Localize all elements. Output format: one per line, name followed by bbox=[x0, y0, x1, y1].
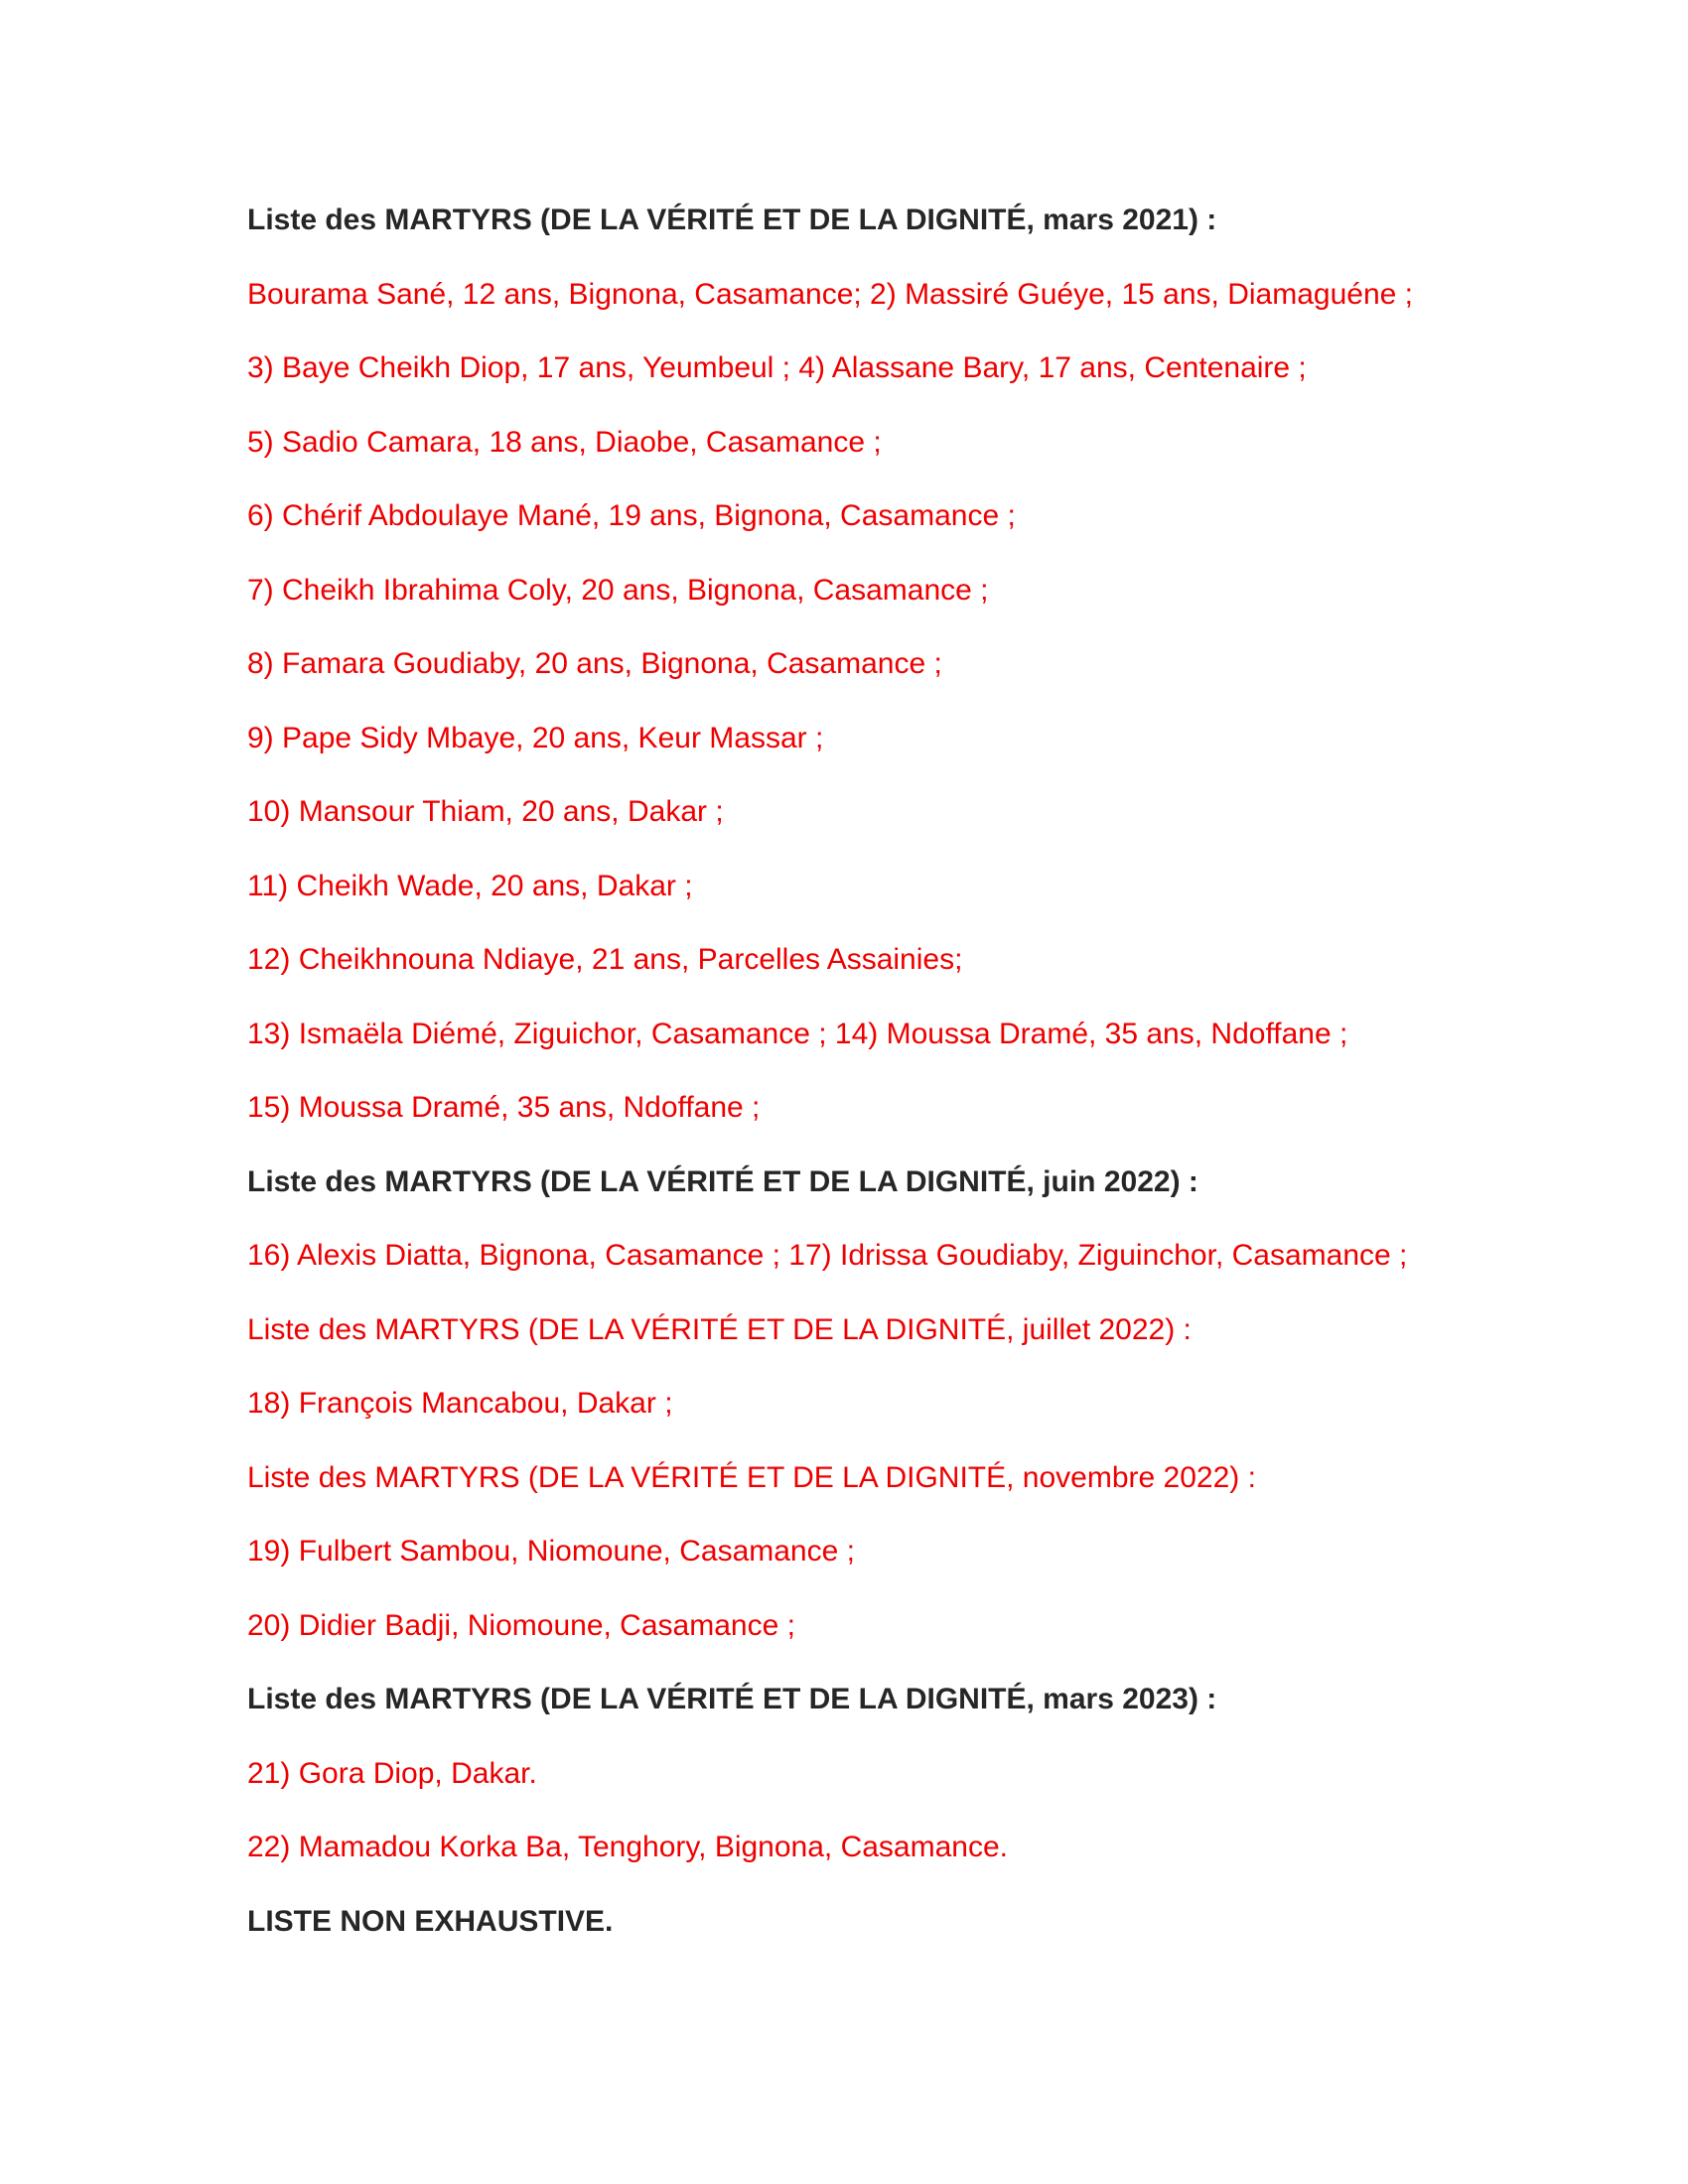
list-item: 21) Gora Diop, Dakar. bbox=[247, 1756, 537, 1790]
list-item: 13) Ismaëla Diémé, Ziguichor, Casamance ; 14) Moussa Dramé, 35 ans, Ndoffane ; bbox=[247, 1017, 1348, 1050]
list-item: 11) Cheikh Wade, 20 ans, Dakar ; bbox=[247, 869, 693, 902]
list-item: 12) Cheikhnouna Ndiaye, 21 ans, Parcelles Assainies; bbox=[247, 943, 963, 976]
section-heading-novembre-2022: Liste des MARTYRS (DE LA VÉRITÉ ET DE LA DIGNITÉ, novembre 2022) : bbox=[247, 1460, 1256, 1494]
list-item: 15) Moussa Dramé, 35 ans, Ndoffane ; bbox=[247, 1091, 761, 1124]
closing-note: LISTE NON EXHAUSTIVE. bbox=[247, 1904, 614, 1938]
document-body bbox=[247, 203, 1538, 1978]
list-item: 5) Sadio Camara, 18 ans, Diaobe, Casamance ; bbox=[247, 425, 882, 459]
list-item: Bourama Sané, 12 ans, Bignona, Casamance; 2) Massiré Guéye, 15 ans, Diamaguéne ; bbox=[247, 277, 1413, 311]
list-item: 7) Cheikh Ibrahima Coly, 20 ans, Bignona, Casamance ; bbox=[247, 573, 989, 607]
section-heading-mars-2023: Liste des MARTYRS (DE LA VÉRITÉ ET DE LA DIGNITÉ, mars 2023) : bbox=[247, 1683, 1217, 1715]
list-item: 16) Alexis Diatta, Bignona, Casamance ; 17) Idrissa Goudiaby, Ziguinchor, Casamance ; bbox=[247, 1239, 1408, 1272]
list-item: 3) Baye Cheikh Diop, 17 ans, Yeumbeul ; 4) Alassane Bary, 17 ans, Centenaire ; bbox=[247, 351, 1307, 384]
list-item: 6) Chérif Abdoulaye Mané, 19 ans, Bignona, Casamance ; bbox=[247, 499, 1016, 532]
list-item: 20) Didier Badji, Niomoune, Casamance ; bbox=[247, 1608, 795, 1642]
list-item: 9) Pape Sidy Mbaye, 20 ans, Keur Massar ; bbox=[247, 721, 824, 754]
list-item: 19) Fulbert Sambou, Niomoune, Casamance ; bbox=[247, 1535, 855, 1568]
list-item: 18) François Mancabou, Dakar ; bbox=[247, 1387, 673, 1420]
list-item: 10) Mansour Thiam, 20 ans, Dakar ; bbox=[247, 795, 724, 828]
list-item: 22) Mamadou Korka Ba, Tenghory, Bignona, Casamance. bbox=[247, 1831, 1008, 1863]
section-heading-juillet-2022: Liste des MARTYRS (DE LA VÉRITÉ ET DE LA DIGNITÉ, juillet 2022) : bbox=[247, 1312, 1192, 1346]
section-heading-juin-2022: Liste des MARTYRS (DE LA VÉRITÉ ET DE LA DIGNITÉ, juin 2022) : bbox=[247, 1164, 1198, 1198]
list-item: 8) Famara Goudiaby, 20 ans, Bignona, Casamance ; bbox=[247, 647, 942, 680]
section-heading-mars-2021: Liste des MARTYRS (DE LA VÉRITÉ ET DE LA DIGNITÉ, mars 2021) : bbox=[247, 204, 1217, 236]
